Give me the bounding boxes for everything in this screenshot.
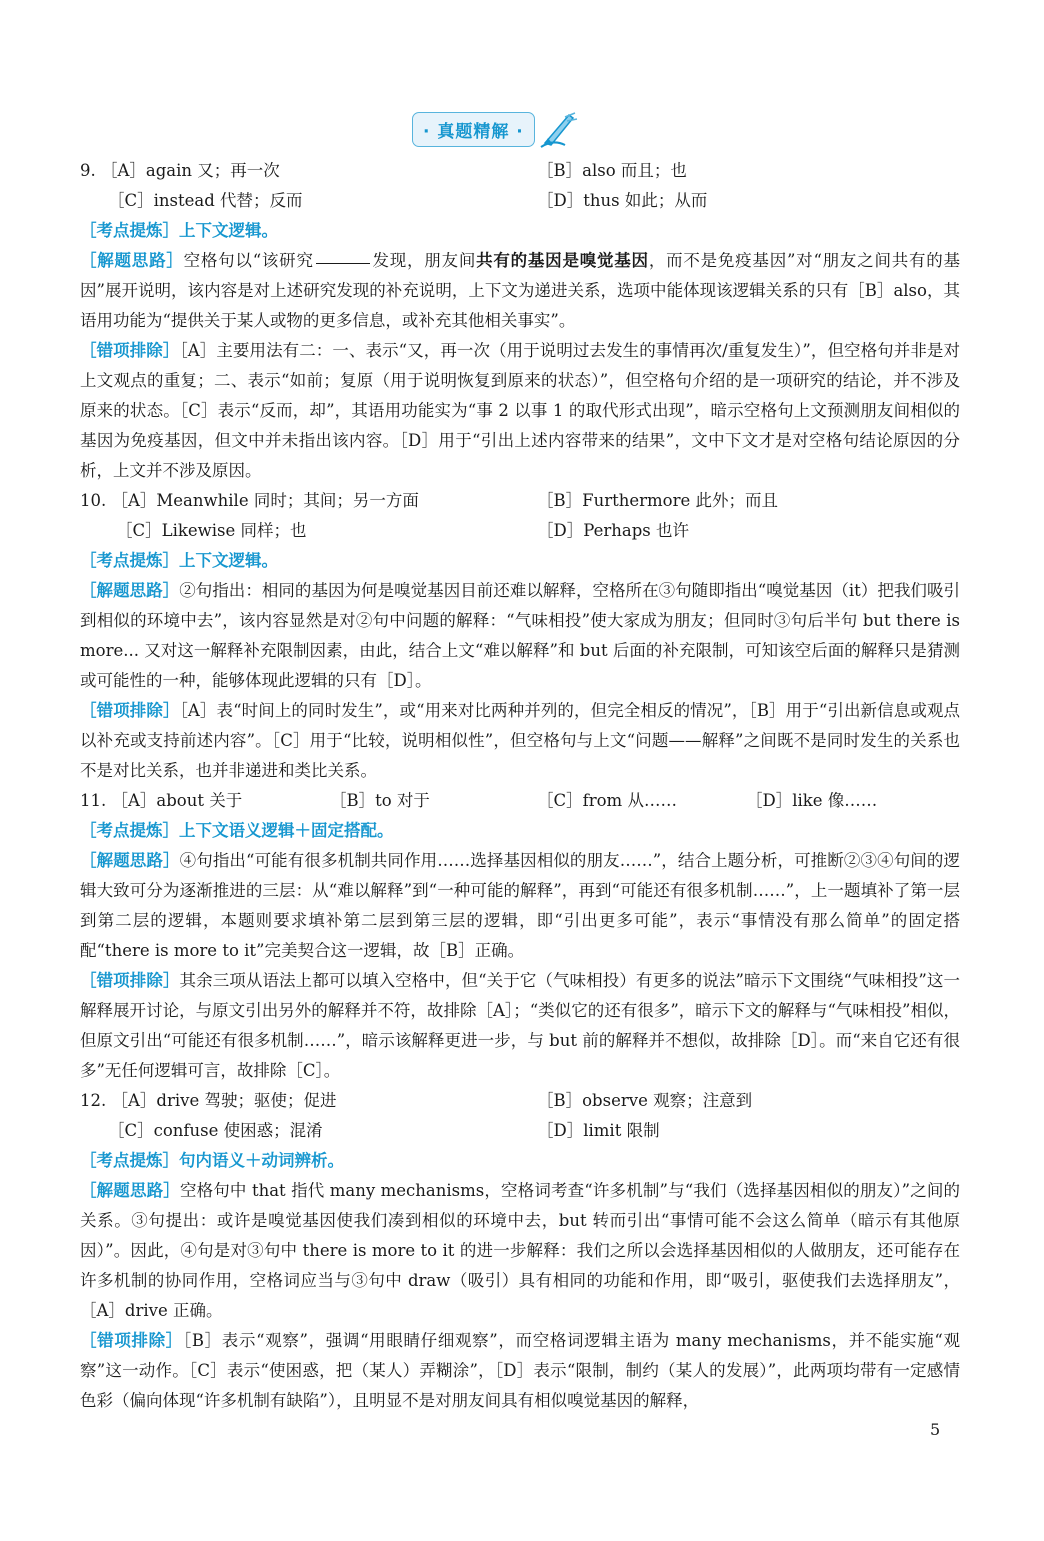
q10-kaodian — [80, 546, 278, 576]
q10-option-b: ［B］Furthermore 此外；而且 — [537, 491, 778, 510]
kaodian-label: ［考点提炼］ — [80, 821, 179, 840]
jieti-label: ［解题思路］ — [80, 251, 184, 270]
jieti-label: ［解题思路］ — [80, 1181, 180, 1200]
q10-option-a: 10. ［A］Meanwhile 同时；其间；另一方面 — [80, 491, 419, 510]
jieti-text: 空格句以“该研究 — [183, 251, 314, 270]
q12-option-d: ［D］limit 限制 — [537, 1121, 660, 1140]
q11-option-c: ［C］from 从…… — [537, 791, 677, 810]
q9-option-a: 9. ［A］again 又；再一次 — [80, 161, 280, 180]
kaodian-text: 上下文语义逻辑＋固定搭配。 — [179, 821, 394, 840]
jieti-label: ［解题思路］ — [80, 851, 180, 870]
q9-option-d: ［D］thus 如此；从而 — [537, 191, 708, 210]
q9-kaodian — [80, 216, 278, 246]
cuoxiang-text: ［B］表示“观察”，强调“用眼睛仔细观察”，而空格词逻辑主语为 many mechanisms，并不能实施“观察”这一动作。［C］表示“使困惑，把（某人）弄糊涂”，［D］表示“限制，制约（某人的发展）”，此两项均带有一定感情色彩（偏向体现“许多机制有缺陷”），且明显不是对朋友间具有相似嗅觉基因的解释， — [80, 1331, 961, 1410]
q11-option-d: ［D］like 像…… — [746, 791, 878, 810]
kaodian-label: ［考点提炼］ — [80, 221, 179, 240]
q12-jieti — [80, 1176, 960, 1326]
jieti-text: 空格句中 that 指代 many mechanisms，空格词考查“许多机制”与“我们（选择基因相似的朋友）”之间的关系。③句提出：或许是嗅觉基因使我们凑到相似的环境中去，but 转而引出“事情可能不会这么简单（暗示有其他原因）”。因此，④句是对③句中 there is more to it 的进一步解释：我们之所以会选择基因相似的人做朋友，还可能存在许多机制的协同作用，空格词应当与③句中 draw（吸引）具有相同的功能和作用，即“吸引，驱使我们去选择朋友”，［A］drive 正确。 — [80, 1181, 961, 1320]
q9-option-b: ［B］also 而且；也 — [537, 161, 687, 180]
q10-option-c: ［C］Likewise 同样；也 — [116, 521, 307, 540]
cuoxiang-label: ［错项排除］ — [80, 1331, 183, 1350]
cuoxiang-text: ［A］主要用法有二：一、表示“又，再一次（用于说明过去发生的事情再次/重复发生）”，但空格句并非是对上文观点的重复；二、表示“如前；复原（用于说明恢复到原来的状态）”，但空格句介绍的是一项研究的结论，并不涉及原来的状态。［C］表示“反而，却”，其语用功能实为“事 2 以事 1 的取代形式出现”，暗示空格句上文预测朋友间相似的基因为免疫基因，但文中并未指出该内容。［D］用于“引出上述内容带来的结果”，文中下文才是对空格句结论原因的分析，上文并不涉及原因。 — [80, 341, 960, 480]
q12-option-c: ［C］confuse 使困惑；混淆 — [108, 1121, 323, 1140]
answer-blank — [316, 262, 370, 264]
q11-cuoxiang — [80, 966, 960, 1086]
kaodian-label: ［考点提炼］ — [80, 1151, 179, 1170]
jieti-text: ④句指出“可能有很多机制共同作用……选择基因相似的朋友……”，结合上题分析，可推断②③④句间的逻辑大致可分为逐渐推进的三层：从“难以解释”到“一种可能的解释”，再到“可能还有很多机制……”，上一题填补了第一层到第二层的逻辑，本题则要求填补第二层到第三层的逻辑，即“引出更多可能”，表示“事情没有那么简单”的固定搭配“there is more to it”完美契合这一逻辑，故［B］正确。 — [80, 851, 961, 960]
cuoxiang-label: ［错项排除］ — [80, 701, 180, 720]
jieti-bold: 共有的基因是嗅觉基因 — [476, 251, 649, 270]
q10-option-d: ［D］Perhaps 也许 — [537, 521, 689, 540]
q9-cuoxiang — [80, 336, 960, 486]
q11-option-a: 11. ［A］about 关于 — [80, 791, 243, 810]
q12-cuoxiang — [80, 1326, 960, 1416]
kaodian-label: ［考点提炼］ — [80, 551, 179, 570]
kaodian-text: 上下文逻辑。 — [179, 221, 278, 240]
pen-icon — [539, 109, 579, 149]
jieti-text: ②句指出：相同的基因为何是嗅觉基因目前还难以解释，空格所在③句随即指出“嗅觉基因（it）把我们吸引到相似的环境中去”，该内容显然是对②句中问题的解释：“气味相投”使大家成为朋友；但同时③句后半句 but there is more... 又对这一解释补充限制因素，由此，结合上文“难以解释”和 but 后面的补充限制，可知该空后面的解释只是猜测或可能性的一种，能够体现此逻辑的只有［D］。 — [80, 581, 960, 690]
q10-jieti — [80, 576, 960, 696]
cuoxiang-label: ［错项排除］ — [80, 341, 180, 360]
q12-option-a: 12. ［A］drive 驾驶；驱使；促进 — [80, 1091, 337, 1110]
section-badge: · 真题精解 · — [412, 112, 535, 147]
q12-kaodian — [80, 1146, 344, 1176]
cuoxiang-label: ［错项排除］ — [80, 971, 180, 990]
jieti-text: ，而不是免疫基因”对“朋友之间共有的基因”展开说明，该内容是对上述研究发现的补充说明，上下文为递进关系，选项中能体现该逻辑关系的只有［B］also，其语用功能为“提供关于某人或物的更多信息，或补充其他相关事实”。 — [80, 251, 961, 330]
q9-jieti — [80, 246, 960, 336]
q11-option-b: ［B］to 对于 — [330, 791, 430, 810]
jieti-text: 发现，朋友间 — [371, 251, 477, 270]
q12-option-b: ［B］observe 观察；注意到 — [537, 1091, 753, 1110]
jieti-label: ［解题思路］ — [80, 581, 180, 600]
cuoxiang-text: ［A］表“时间上的同时发生”，或“用来对比两种并列的，但完全相反的情况”，［B］用于“引出新信息或观点以补充或支持前述内容”。［C］用于“比较，说明相似性”，但空格句与上文“问题——解释”之间既不是同时发生的关系也不是对比关系，也并非递进和类比关系。 — [80, 701, 961, 780]
section-header — [412, 112, 579, 146]
q9-option-c: ［C］instead 代替；反而 — [108, 191, 303, 210]
q11-jieti — [80, 846, 960, 966]
q11-kaodian — [80, 816, 394, 846]
kaodian-text: 上下文逻辑。 — [179, 551, 278, 570]
kaodian-text: 句内语义＋动词辨析。 — [179, 1151, 344, 1170]
q10-cuoxiang — [80, 696, 960, 786]
cuoxiang-text: 其余三项从语法上都可以填入空格中，但“关于它（气味相投）有更多的说法”暗示下文围绕“气味相投”这一解释展开讨论，与原文引出另外的解释并不符，故排除［A］；“类似它的还有很多”，暗示下文的解释与“气味相投”相似，但原文引出“可能还有很多机制……”，暗示该解释更进一步，与 but 前的解释并不想似，故排除［D］。而“来自它还有很多”无任何逻辑可言，故排除［C］。 — [80, 971, 960, 1080]
page-number: 5 — [930, 1420, 941, 1439]
